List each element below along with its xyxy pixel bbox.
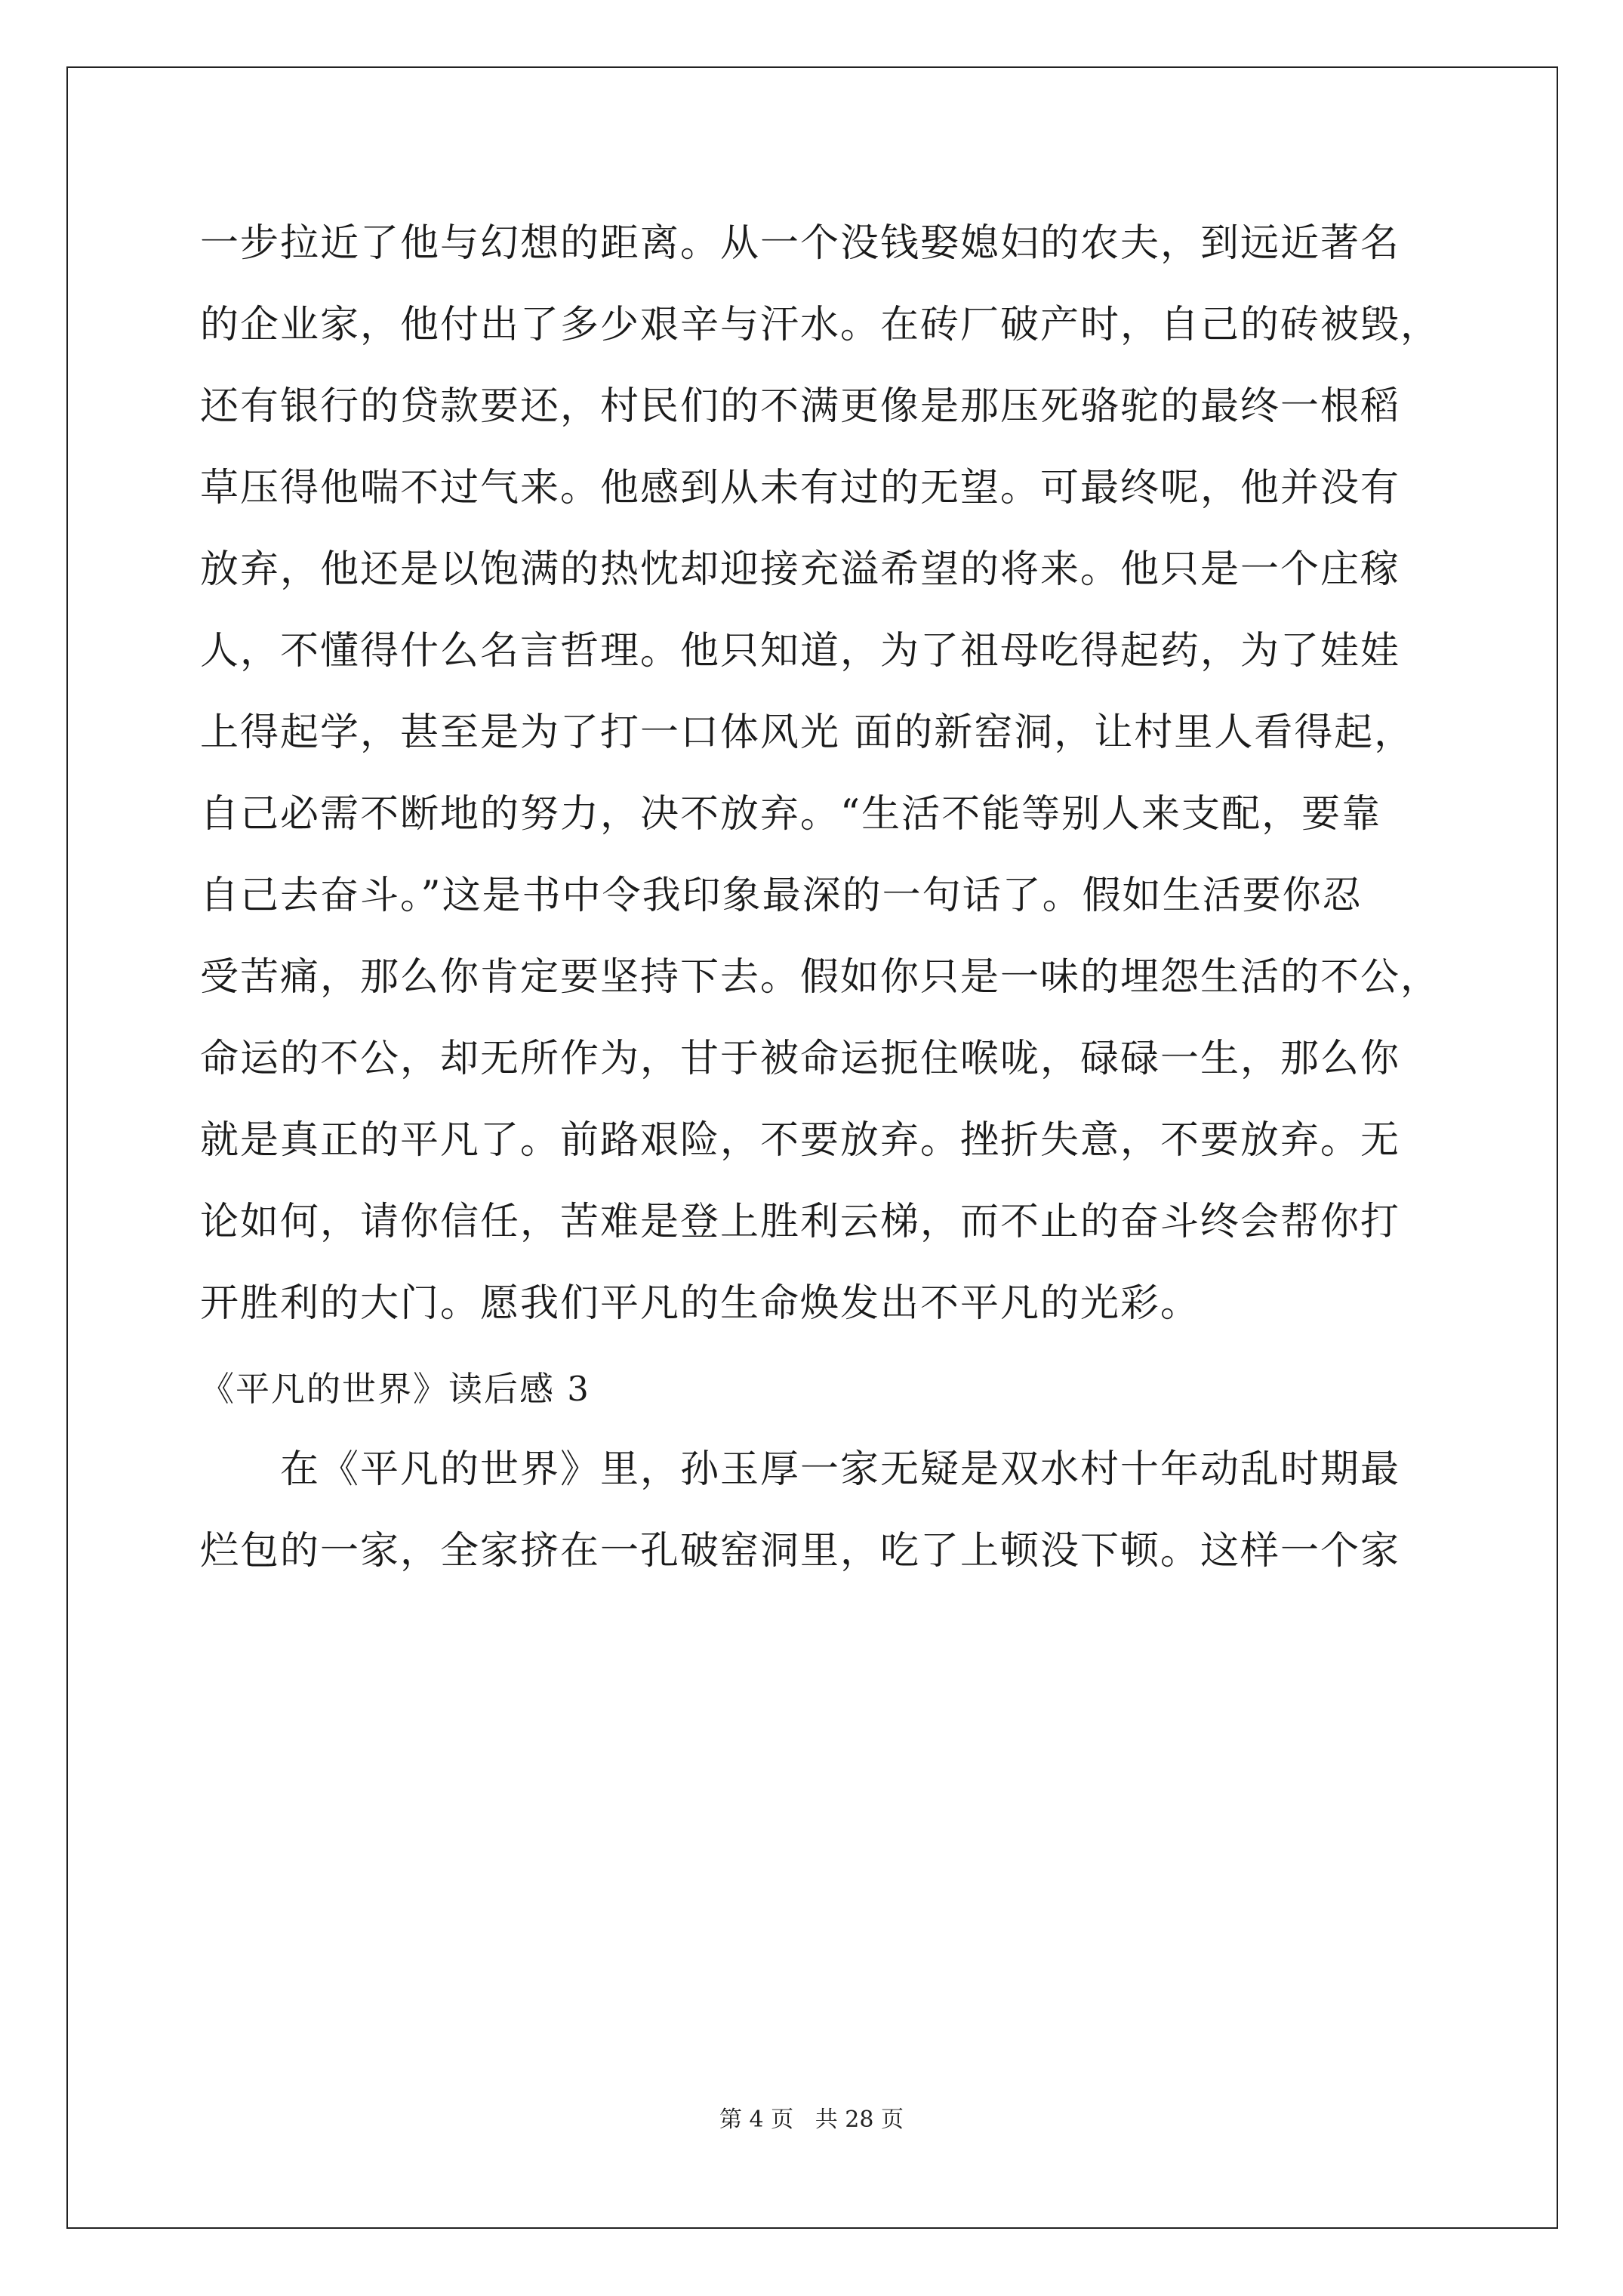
text-line: 论如何，请你信任，苦难是登上胜利云梯，而不止的奋斗终会帮你打 xyxy=(200,1200,1401,1244)
text-line: 就是真正的平凡了。前路艰险，不要放弃。挫折失意，不要放弃。无 xyxy=(200,1118,1401,1163)
text-line: 受苦痛，那么你肯定要坚持下去。假如你只是一味的埋怨生活的不公， xyxy=(200,955,1441,1000)
text-line: 开胜利的大门。愿我们平凡的生命焕发出不平凡的光彩。 xyxy=(200,1281,1201,1326)
text-line: 还有银行的贷款要还，村民们的不满更像是那压死骆驼的最终一根稻 xyxy=(200,384,1401,429)
page-number-footer: 第 4 页 共 28 页 xyxy=(719,2106,904,2133)
section-heading: 《平凡的世界》读后感 3 xyxy=(200,1369,590,1409)
text-line: 烂包的一家，全家挤在一孔破窑洞里，吃了上顿没下顿。这样一个家 xyxy=(200,1529,1401,1573)
text-line: 人，不懂得什么名言哲理。他只知道，为了祖母吃得起药，为了娃娃 xyxy=(200,629,1401,673)
text-line: 的企业家，他付出了多少艰辛与汗水。在砖厂破产时，自己的砖被毁， xyxy=(200,303,1441,347)
text-line: 上得起学，甚至是为了打一口体风光 面的新窑洞，让村里人看得起， xyxy=(200,710,1415,755)
text-line: 命运的不公，却无所作为，甘于被命运扼住喉咙，碌碌一生，那么你 xyxy=(200,1037,1401,1081)
text-line: 一步拉近了他与幻想的距离。从一个没钱娶媳妇的农夫，到远近著名 xyxy=(200,221,1401,266)
text-line: 放弃，他还是以饱满的热忱却迎接充溢希望的将来。他只是一个庄稼 xyxy=(200,547,1401,592)
text-line: 自己去奋斗。”这是书中令我印象最深的一句话了。假如生活要你忍 xyxy=(200,874,1363,918)
text-line: 在《平凡的世界》里，孙玉厚一家无疑是双水村十年动乱时期最 xyxy=(200,1447,1401,1492)
text-line: 自己必需不断地的努力，决不放弃。“生活不能等别人来支配，要靠 xyxy=(200,792,1382,837)
text-line: 草压得他喘不过气来。他感到从未有过的无望。可最终呢，他并没有 xyxy=(200,466,1401,510)
